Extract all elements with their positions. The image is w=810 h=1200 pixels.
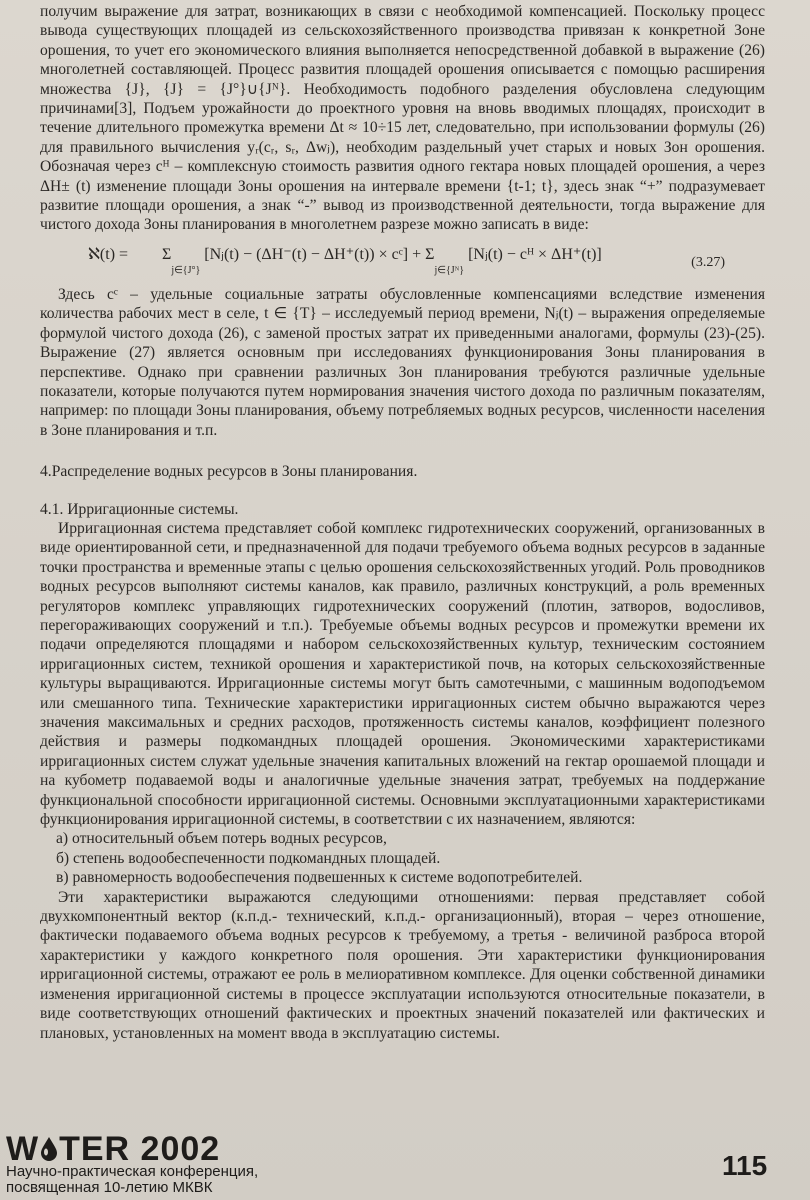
- logo-text: TER 2002: [59, 1130, 221, 1168]
- sum-symbol-2: Σ: [425, 245, 435, 263]
- paragraph-1: получим выражение для затрат, возникающих в связи с необходимой компенсацией. Поскольку процесс вывода существующих площадей из сельскохозяйственного производства привязан к конкретной Зоне орошения, то учет его экономического влияния выполняется непосредственной добавкой в выражение (26) многолетней составляющей. Процесс развития площадей орошения описывается с помощью расширения множества {J}, {J} = {J°}∪{Jᴺ}. Необходимость подобного разделения обусловлена следующим причинами[3], Подъем урожайности до проектного уровня на вновь вводимых площадях, происходит в течение длительного промежутка времени Δt ≈ 10÷15 лет, следовательно, при использовании формулы (26) для правильного вычисления yᵣ(cᵣ, sᵣ, Δwⱼ), необходим раздельный учет старых и новых Зон орошения. Обозначая через cᴴ – комплексную стоимость развития одного гектара новых площадей орошения, а через ΔH± (t) изменение площади Зоны орошения на интервале времени {t-1; t}, здесь знак “+” подразумевает развитие площади орошения, а знак “-” вывод из производственной деятельности, тогда выражение для чистого дохода Зоны планирования в многолетнем разрезе можно записать в виде:: [40, 3, 765, 234]
- formula-number: (3.27): [691, 254, 725, 270]
- formula-term-1: [Nⱼ(t) − (ΔH⁻(t) − ΔH⁺(t)) × cᶜ] +: [204, 245, 422, 263]
- conference-line-1: Научно-практическая конференция,: [6, 1163, 259, 1180]
- sum-subscript-2: j∈{Jᴺ}: [434, 264, 465, 276]
- sum-symbol-1: Σ: [162, 245, 172, 263]
- paragraph-4: Эти характеристики выражаются следующими отношениями: первая представляет собой двухкомпонентный вектор (к.п.д.- технический, к.п.д.- организационный), вторая – через отношение, фактически подаваемого объема водных ресурсов к требуемому, а третья - величиной разброса второй характеристики у каждого конкретного поля орошения. Эти характеристики функционирования ирригационной системы, отражают ее роль в мелиоративном комплексе. Для оценки собственной динамики изменения ирригационной системы в процессе эксплуатации используются относительные показатели, в виде соответствующих отношений фактических и проектных значений показателей или фактических и плановых, установленных на момент ввода в эксплуатацию системы.: [40, 888, 765, 1042]
- subsection-title: 4.1. Ирригационные системы.: [40, 500, 239, 518]
- logo-letter-w: W: [6, 1130, 40, 1168]
- page-number: 115: [722, 1150, 768, 1181]
- conference-caption: [6, 1164, 258, 1196]
- list-item-c: в) равномерность водообеспечения подвешенных к системе водопотребителей.: [56, 869, 583, 887]
- formula-term-2: [Nⱼ(t) − cᴴ × ΔH⁺(t)]: [468, 245, 602, 263]
- list-item-a: а) относительный объем потерь водных ресурсов,: [56, 830, 387, 848]
- list-item-b: б) степень водообеспеченности подкомандных площадей.: [56, 849, 441, 867]
- sum-subscript-1: j∈{J°}: [171, 264, 201, 276]
- formula-3-27: [40, 239, 765, 279]
- water-drop-icon: [39, 1132, 59, 1158]
- formula-lhs: ℵ(t) =: [88, 245, 129, 263]
- section-title: 4.Распределение водных ресурсов в Зоны планирования.: [40, 463, 418, 481]
- conference-line-2: посвященная 10-летию МКВК: [6, 1179, 213, 1196]
- paragraph-2: Здесь cᶜ – удельные социальные затраты обусловленные компенсациями вследствие изменения количества рабочих мест в селе, t ∈ {T} – исследуемый период времени, Nⱼ(t) – выражения определяемые формулой чистого дохода (26), с заменой простых затрат их приведенными аналогами, формулы (23)-(25). Выражение (27) является основным при исследованиях функционирования Зоны планирования в перспективе. Однако при сравнении различных Зон планирования требуются различные удельные показатели, которые получаются путем нормирования значения чистого дохода по различным показателям, например: по площади Зоны планирования, объему потребляемых водных ресурсов, численности населения в Зоне планирования и т.п.: [40, 285, 765, 439]
- body-text: [40, 2, 765, 1043]
- paragraph-3: Ирригационная система представляет собой комплекс гидротехнических сооружений, организованных в виде ориентированной сети, и предназначенной для подачи требуемого объема водных ресурсов в заданные точки пространства и временные этапы с целью орошения сельскохозяйственных угодий. Роль проводников водных ресурсов выполняют системы каналов, как правило, различных конструкций, а роль временных регуляторов комплекс управляющих гидротехнических сооружений (плотин, затворов, водосливов, перегораживающих сооружений и т.п.). Требуемые объемы водных ресурсов и промежутки времени их подачи определяются площадями и набором сельскохозяйственных культур, техническим состоянием ирригационных систем, техникой орошения и характеристикой почв, на которых сельскохозяйственные культуры выращиваются. Ирригационные системы могут быть самотечными, с машинным водоподъемом или смешанного типа. Технические характеристики ирригационных систем обычно выражаются через значения максимальных и средних расходов, протяженность системы каналов, коэффициент полезного действия и размеры подкомандных площадей орошения. Экономическими характеристиками ирригационных систем служат удельные значения капитальных вложений на гектар орошаемой площади и на кубометр подаваемой воды и аналогичные удельные значения затрат, требуемых на поддержание функциональной способности ирригационной системы. Основными эксплуатационными характеристиками функционирования ирригационной системы, в соответствии с их назначением, являются:: [40, 519, 765, 829]
